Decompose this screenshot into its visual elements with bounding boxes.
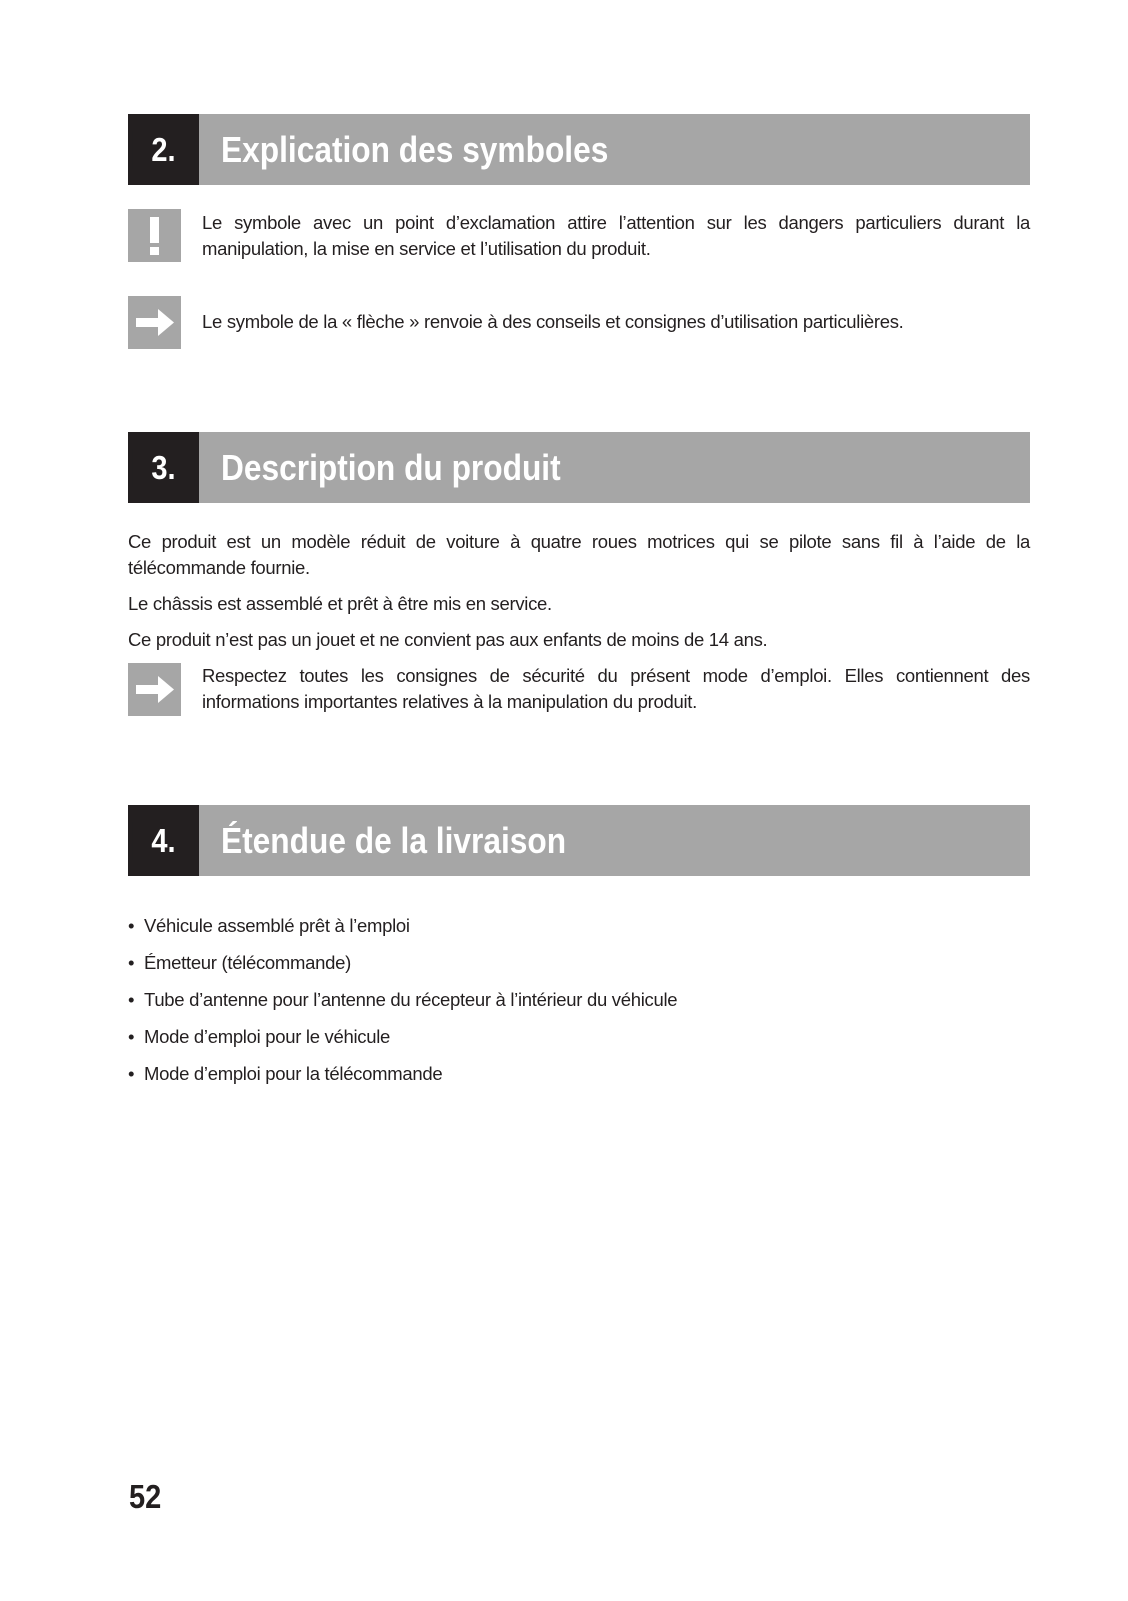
- list-item: [128, 950, 677, 987]
- bullet: •: [128, 1026, 135, 1047]
- list-item: [128, 1024, 677, 1061]
- section-title-box: [199, 432, 1030, 503]
- section-heading-3: [128, 432, 1030, 503]
- section-title: Explication des symboles: [221, 128, 609, 170]
- description-tip-text: Respectez toutes les consignes de sécurité du présent mode d’emploi. Elles contiennent des informations importantes relatives à la manipulation du produit.: [202, 665, 1030, 712]
- list-item: [128, 987, 677, 1024]
- list-item-text: Mode d’emploi pour le véhicule: [144, 1026, 391, 1047]
- section-number: 2.: [132, 131, 194, 169]
- list-item: [128, 1061, 677, 1098]
- delivery-list: [128, 913, 677, 1098]
- exclamation-icon: [128, 209, 181, 262]
- description-paragraph-2: Le châssis est assemblé et prêt à être mis en service.: [128, 593, 552, 614]
- list-item-text: Émetteur (télécommande): [144, 952, 351, 973]
- arrow-symbol-text: Le symbole de la « flèche » renvoie à des conseils et consignes d’utilisation particulières.: [202, 311, 904, 332]
- section-title: Étendue de la livraison: [221, 819, 567, 861]
- section-number-box: [128, 805, 199, 876]
- bullet: •: [128, 989, 135, 1010]
- section-heading-2: [128, 114, 1030, 185]
- list-item-text: Tube d’antenne pour l’antenne du récepteur à l’intérieur du véhicule: [144, 989, 678, 1010]
- list-item-text: Véhicule assemblé prêt à l’emploi: [144, 915, 410, 936]
- exclamation-symbol-text: Le symbole avec un point d’exclamation attire l’attention sur les dangers particuliers durant la manipulation, la mise en service et l’utilisation du produit.: [202, 212, 1030, 259]
- section-title-box: [199, 805, 1030, 876]
- description-paragraph-3: Ce produit n’est pas un jouet et ne convient pas aux enfants de moins de 14 ans.: [128, 629, 768, 650]
- list-item-text: Mode d’emploi pour la télécommande: [144, 1063, 443, 1084]
- section-heading-4: [128, 805, 1030, 876]
- description-paragraph-1: Ce produit est un modèle réduit de voiture à quatre roues motrices qui se pilote sans fil à l’aide de la télécommande fournie.: [128, 531, 1030, 578]
- arrow-right-icon: [128, 296, 181, 349]
- bullet: •: [128, 952, 135, 973]
- bullet: •: [128, 915, 135, 936]
- section-title: Description du produit: [221, 446, 561, 488]
- section-number: 4.: [132, 822, 194, 860]
- section-number: 3.: [132, 449, 194, 487]
- section-title-box: [199, 114, 1030, 185]
- section-number-box: [128, 432, 199, 503]
- list-item: [128, 913, 677, 950]
- bullet: •: [128, 1063, 135, 1084]
- page-number: 52: [129, 1478, 162, 1515]
- arrow-right-icon: [128, 663, 181, 716]
- section-number-box: [128, 114, 199, 185]
